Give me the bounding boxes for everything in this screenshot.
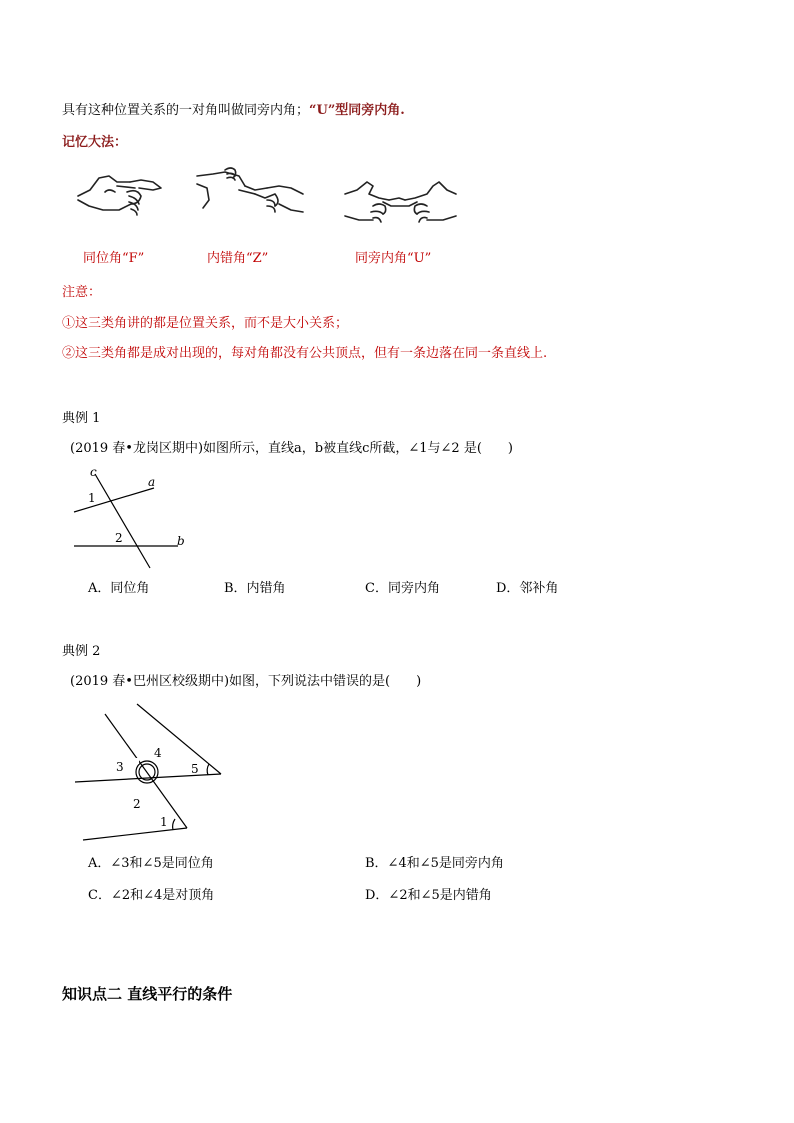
memory-title: 记忆大法： xyxy=(62,135,128,150)
line-a xyxy=(74,488,154,512)
note-item-1: ①这三类角讲的都是位置关系，而不是大小关系； xyxy=(62,316,349,331)
hand-gesture-f-icon xyxy=(75,166,165,218)
example1-option-a: A．同位角 xyxy=(88,581,150,596)
line-lower xyxy=(83,828,187,840)
example2-figure xyxy=(75,700,235,850)
intro-highlight: “U”型同旁内角. xyxy=(309,103,405,118)
example2-option-a: A．∠3和∠5是同位角 xyxy=(88,856,214,871)
example2-option-d: D．∠2和∠5是内错角 xyxy=(365,888,492,903)
hand-gesture-z-icon xyxy=(195,164,305,220)
label-angle-5: 5 xyxy=(191,762,199,776)
line-middle xyxy=(75,774,221,782)
label-angle-4: 4 xyxy=(154,746,162,760)
example1-option-b: B．内错角 xyxy=(224,581,286,596)
line-c xyxy=(95,474,150,568)
label-angle-2: 2 xyxy=(133,797,141,811)
notes-title: 注意： xyxy=(62,285,102,300)
label-a: a xyxy=(148,475,156,489)
example2-question: (2019 春•巴州区校级期中)如图，下列说法中错误的是( ) xyxy=(70,674,422,689)
hand-gesture-u-icon xyxy=(343,176,458,226)
label-angle-2: 2 xyxy=(115,531,123,545)
example1-option-c: C．同旁内角 xyxy=(365,581,440,596)
example2-option-b: B．∠4和∠5是同旁内角 xyxy=(365,856,504,871)
example1-option-d: D．邻补角 xyxy=(496,581,559,596)
example1-question: (2019 春•龙岗区期中)如图所示，直线a，b被直线c所截，∠1与∠2 是( ) xyxy=(70,441,513,456)
example2-heading: 典例 2 xyxy=(62,644,101,659)
memory-label-z: 内错角“Z” xyxy=(207,251,269,266)
label-c: c xyxy=(90,465,97,479)
label-angle-3: 3 xyxy=(116,760,124,774)
note-item-2: ②这三类角都是成对出现的，每对角都没有公共顶点，但有一条边落在同一条直线上. xyxy=(62,346,548,361)
section-title: 知识点二 直线平行的条件 xyxy=(62,985,233,1003)
example1-heading: 典例 1 xyxy=(62,411,101,426)
intro-text: 具有这种位置关系的一对角叫做同旁内角； xyxy=(62,103,310,118)
line-upper xyxy=(137,704,221,774)
label-angle-1: 1 xyxy=(88,491,96,505)
label-angle-1: 1 xyxy=(160,815,168,829)
memory-label-f: 同位角“F” xyxy=(83,251,145,266)
example1-figure xyxy=(68,462,193,570)
example2-option-c: C．∠2和∠4是对顶角 xyxy=(88,888,215,903)
arc-angle-5 xyxy=(207,764,209,775)
label-b: b xyxy=(177,534,185,548)
arc-angle-1 xyxy=(173,819,175,830)
memory-label-u: 同旁内角“U” xyxy=(355,251,432,266)
intro-line xyxy=(62,103,405,119)
